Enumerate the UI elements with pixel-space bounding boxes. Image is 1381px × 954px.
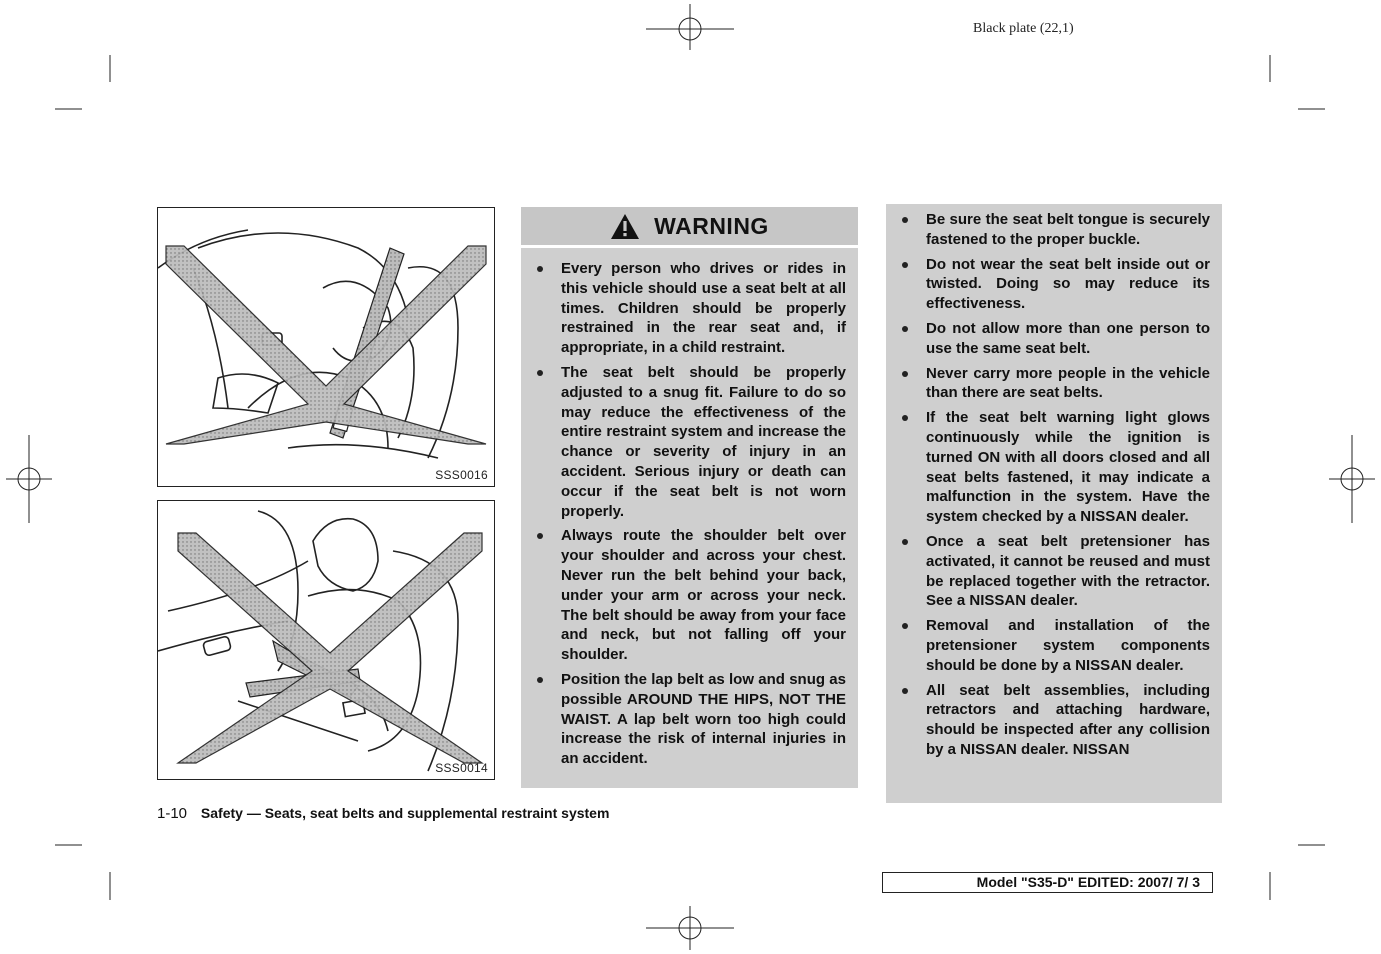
list-item: Removal and installation of the pretensioner system components should be done by a NISSAN dealer. [926, 617, 1210, 674]
figure-code: SSS0014 [435, 761, 488, 775]
model-edit-box: Model "S35-D" EDITED: 2007/ 7/ 3 [882, 872, 1213, 893]
warning-header [521, 207, 858, 248]
figure-code: SSS0016 [435, 468, 488, 482]
list-item: If the seat belt warning light glows continuously while the ignition is turned ON with all doors closed and all seat belts fastened, it may indicate a malfunction in the system. Have the system checked by a NISSAN dealer. [926, 409, 1210, 526]
warning-list [521, 248, 858, 769]
list-item: Once a seat belt pretensioner has activated, it cannot be reused and must be replaced together with the retractor. See a NISSAN dealer. [926, 532, 1210, 610]
list-item: All seat belt assemblies, including retractors and attaching hardware, should be inspected after any collision by a NISSAN dealer. NISSAN [926, 681, 1210, 758]
plate-label: Black plate (22,1) [973, 21, 1074, 36]
page-number: 1-10 [157, 805, 188, 822]
list-item: Be sure the seat belt tongue is securely fastened to the proper buckle. [926, 211, 1210, 248]
list-item: Position the lap belt as low and snug as possible AROUND THE HIPS, NOT THE WAIST. A lap belt worn too high could increase the risk of internal injuries in an accident. [561, 670, 846, 768]
illustration-belt-under-arm [158, 501, 494, 779]
figure-incorrect-belt-1 [157, 207, 495, 487]
warning-title: WARNING [654, 212, 769, 239]
list-item: The seat belt should be properly adjusted to a snug fit. Failure to do so may reduce the effectiveness of the entire restraint system and increase the chance or severity of injury in an accident. Serious injury or death can occur if the seat belt is not worn properly. [561, 363, 846, 520]
page-footer [157, 805, 609, 822]
continued-list [886, 204, 1222, 760]
list-item: Do not allow more than one person to use the same seat belt. [926, 319, 1210, 357]
warning-panel [521, 207, 858, 788]
section-title: Safety — Seats, seat belts and supplemental restraint system [200, 805, 610, 821]
figure-incorrect-belt-2 [157, 500, 495, 780]
warning-triangle-icon [610, 213, 640, 240]
list-item: Do not wear the seat belt inside out or twisted. Doing so may reduce its effectiveness. [926, 255, 1210, 313]
illustration-belt-behind-child [158, 208, 494, 486]
continued-warning-panel [886, 204, 1222, 803]
list-item: Always route the shoulder belt over your shoulder and across your chest. Never run the belt behind your back, under your arm or across your neck. The belt should be away from your face and neck, but not falling off your shoulder. [561, 527, 846, 664]
list-item: Never carry more people in the vehicle than there are seat belts. [926, 364, 1210, 402]
list-item: Every person who drives or rides in this vehicle should use a seat belt at all times. Children should be properly restrained in the rear seat and, if appropriate, in a child restraint. [561, 260, 846, 357]
